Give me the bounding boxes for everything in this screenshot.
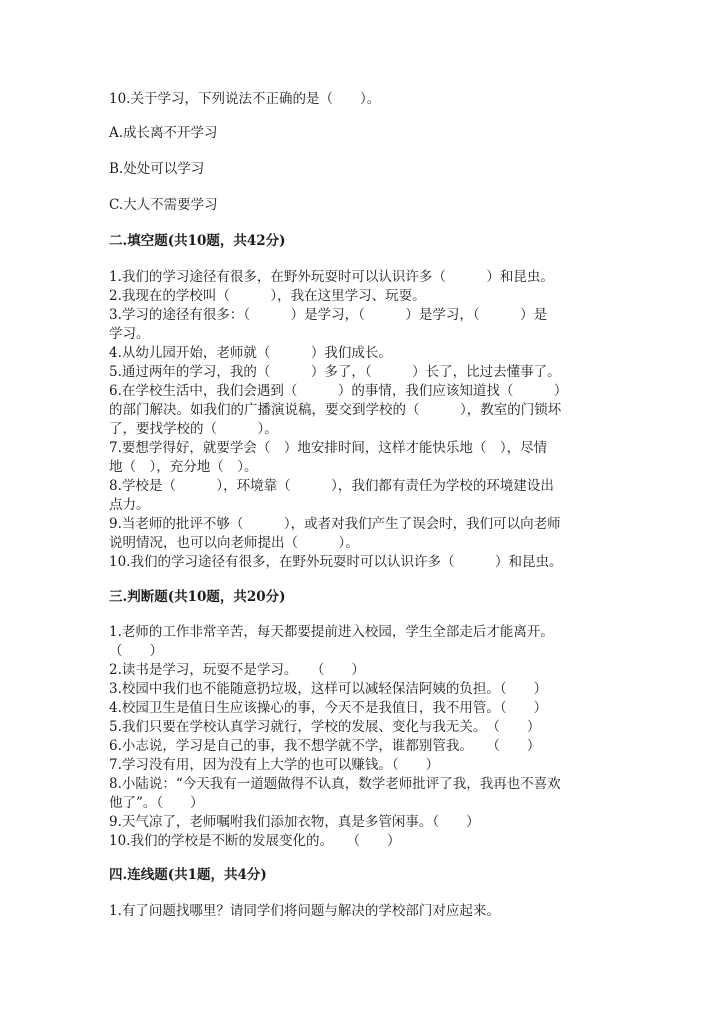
fill-line: 1.我们的学习途径有很多，在野外玩耍时可以认识许多（ ）和昆虫。: [109, 269, 554, 285]
q10-option-c: C.大人不需要学习: [109, 197, 218, 213]
judge-line: 他了”。（ ）: [109, 795, 204, 811]
judge-line: 4.校园卫生是值日生应该操心的事，今天不是我值日，我不用管。（ ）: [109, 700, 548, 716]
judge-line: 8.小陆说：“今天我有一道题做得不认真，数学老师批评了我，我再也不喜欢: [109, 776, 561, 792]
q10-stem: 10.关于学习，下列说法不正确的是（ ）。: [109, 91, 381, 107]
judge-line: 6.小志说，学习是自己的事，我不想学就不学，谁都别管我。 （ ）: [109, 738, 541, 754]
fill-line: 点力。: [109, 497, 150, 513]
fill-line: 5.通过两年的学习，我的（ ）多了，（ ）长了，比过去懂事了。: [109, 364, 561, 380]
fill-line: 地（ ），充分地（ ）。: [109, 459, 258, 475]
judge-line: 2.读书是学习，玩耍不是学习。 （ ）: [109, 662, 365, 678]
fill-line: 7.要想学得好，就要学会（ ）地安排时间，这样才能快乐地（ ），尽情: [109, 440, 548, 456]
q10-option-b: B.处处可以学习: [109, 161, 205, 177]
judge-line: 1.老师的工作非常辛苦，每天都要提前进入校园，学生全部走后才能离开。: [109, 624, 554, 640]
judge-line: 5.我们只要在学校认真学习就行，学校的发展、变化与我无关。 （ ）: [109, 719, 541, 735]
section4-heading: 四.连线题(共1题，共4分): [109, 867, 267, 883]
fill-line: 9.当老师的批评不够（ ），或者对我们产生了误会时，我们可以向老师: [109, 516, 561, 532]
judge-line: 3.校园中我们也不能随意扔垃圾，这样可以减轻保洁阿姨的负担。（ ）: [109, 681, 548, 697]
match-line: 1.有了问题找哪里？请同学们将问题与解决的学校部门对应起来。: [109, 903, 500, 919]
fill-line: 学习。: [109, 326, 150, 342]
fill-line: 3.学习的途径有很多：（ ）是学习，（ ）是学习，（ ）是: [109, 307, 548, 323]
fill-line: 10.我们的学习途径有很多，在野外玩耍时可以认识许多（ ）和昆虫。: [109, 554, 563, 570]
judge-line: 9.天气凉了，老师嘱咐我们添加衣物，真是多管闲事。（ ）: [109, 814, 480, 830]
judge-line: 10.我们的学校是不断的发展变化的。 （ ）: [109, 833, 401, 849]
fill-line: 了，要找学校的（ ）。: [109, 421, 278, 437]
judge-line: （ ）: [109, 643, 163, 659]
section3-heading: 三.判断题(共10题，共20分): [109, 589, 286, 605]
q10-option-a: A.成长离不开学习: [109, 125, 218, 141]
section2-heading: 二.填空题(共10题，共42分): [109, 233, 286, 249]
judge-line: 7.学习没有用，因为没有上大学的也可以赚钱。（ ）: [109, 757, 440, 773]
fill-line: 6.在学校生活中，我们会遇到（ ）的事情，我们应该知道找（ ）: [109, 383, 568, 399]
fill-line: 8.学校是（ ），环境靠（ ），我们都有责任为学校的环境建设出: [109, 478, 554, 494]
fill-line: 的部门解决。如我们的广播演说稿，要交到学校的（ ），教室的门锁坏: [109, 402, 562, 418]
fill-line: 说明情况，也可以向老师提出（ ）。: [109, 535, 359, 551]
fill-line: 2.我现在的学校叫（ ），我在这里学习、玩耍。: [109, 288, 426, 304]
fill-line: 4.从幼儿园开始，老师就（ ）我们成长。: [109, 345, 392, 361]
